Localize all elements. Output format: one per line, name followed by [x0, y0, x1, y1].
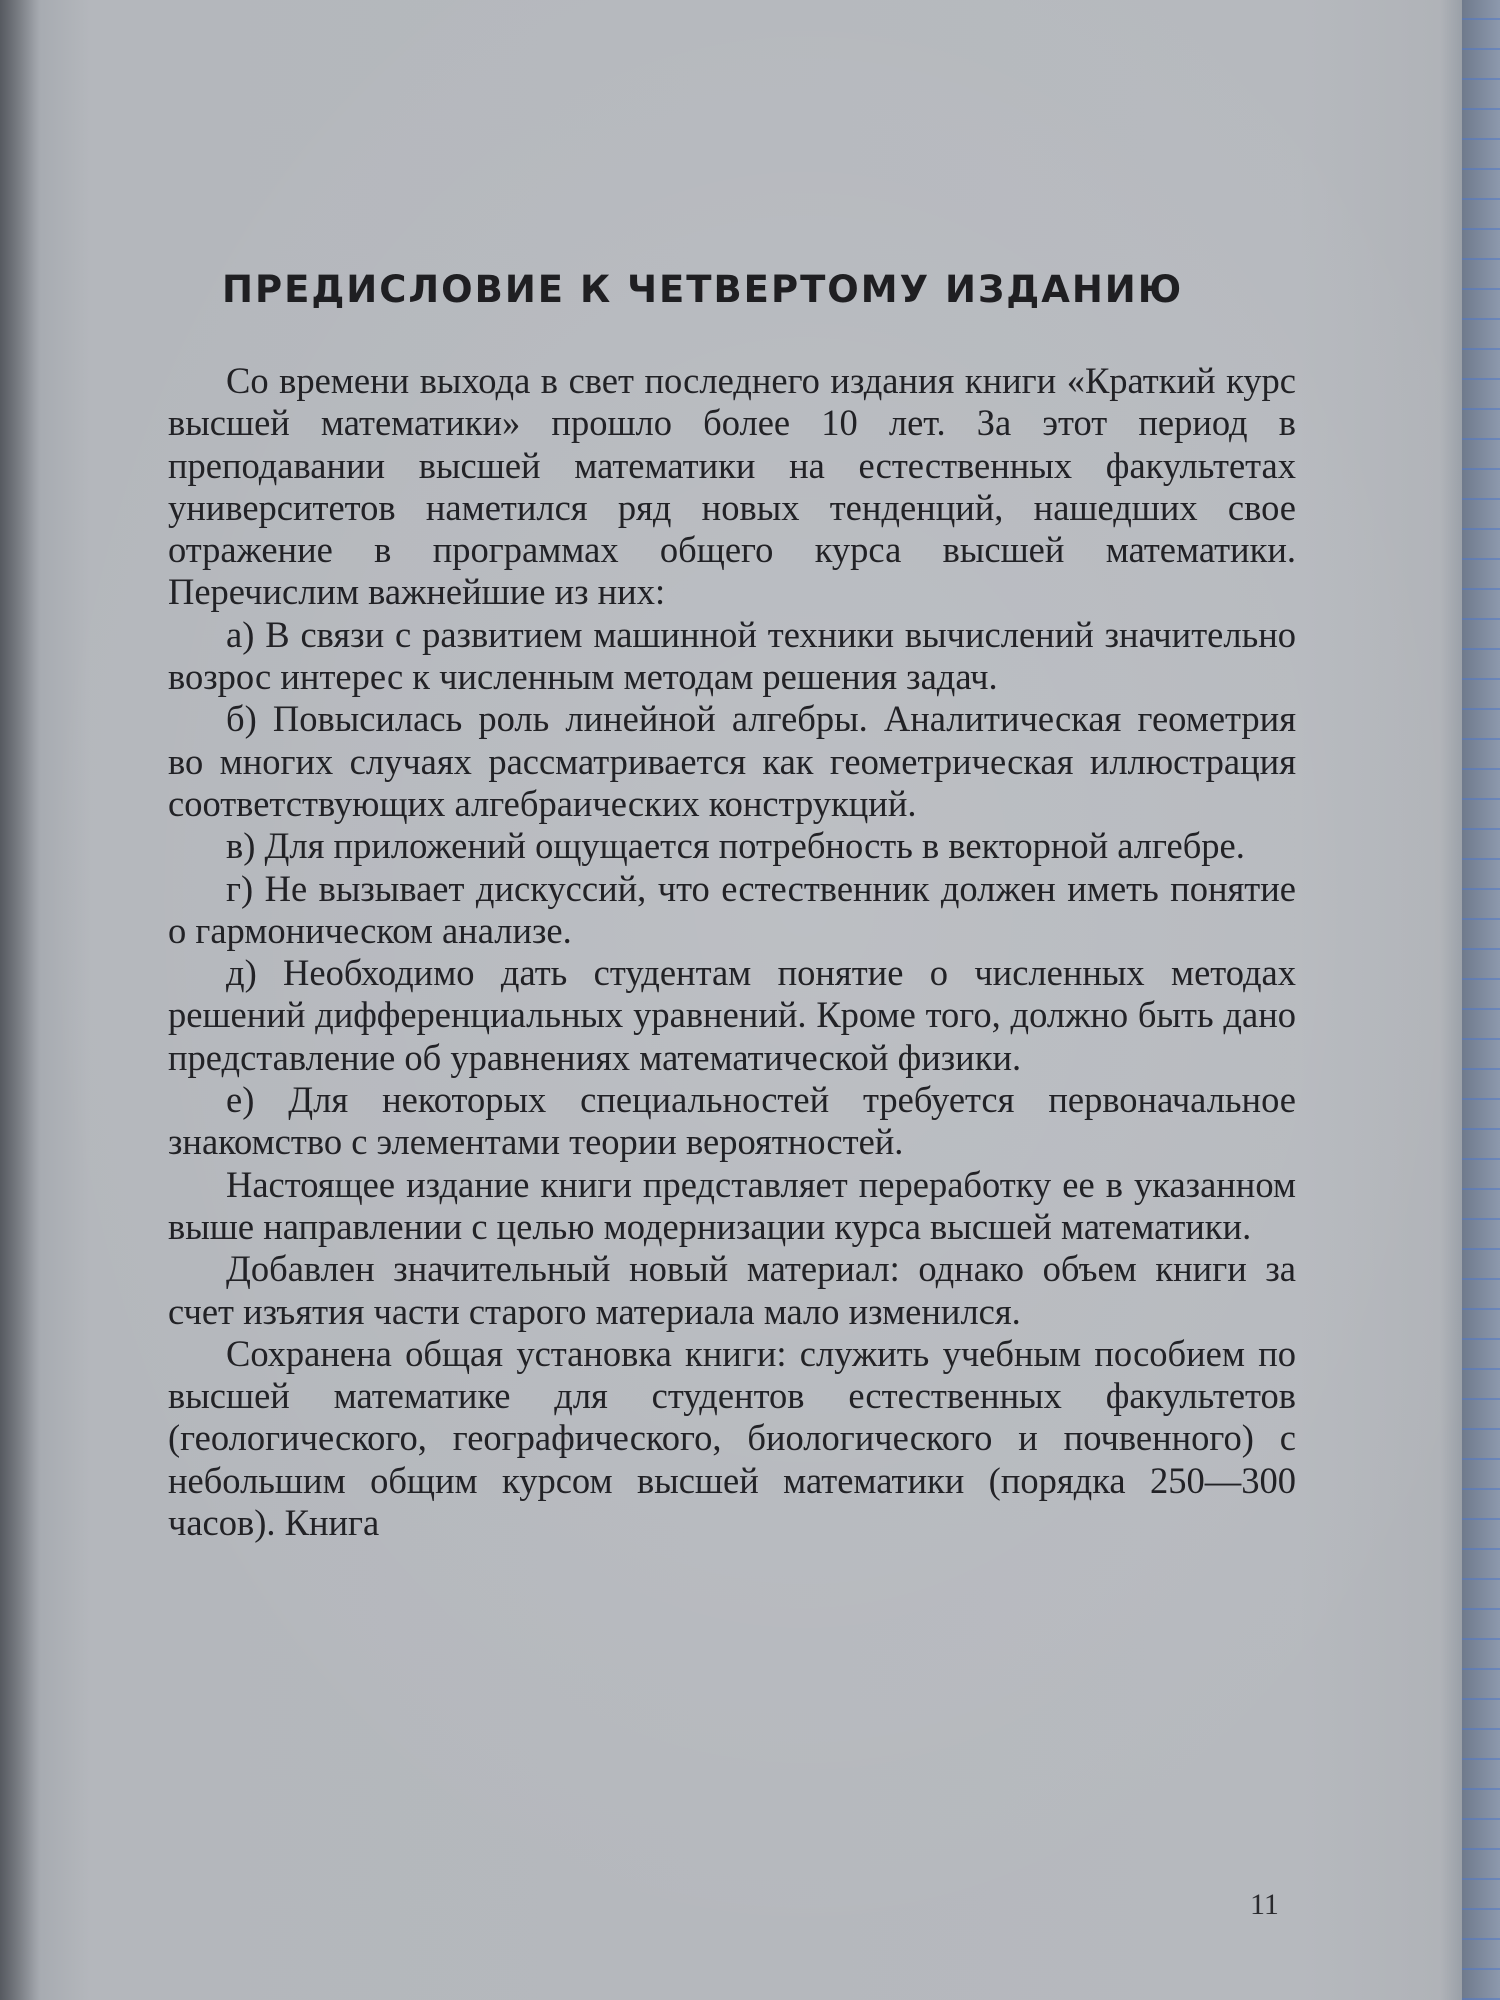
- paragraph-item-e: е) Для некоторых специальностей требуется первоначальное знакомство с элементами теории вероятностей.: [168, 1079, 1296, 1163]
- paragraph-item-v: в) Для приложений ощущается потребность в векторной алгебре.: [226, 825, 1245, 867]
- paragraph-intro: Со времени выхода в свет последнего издания книги «Краткий курс высшей математики» прошло более 10 лет. За этот период в преподавании высшей математики на естественных факультетах университетов наметился ряд новых тенденций, нашедших свое отражение в программах общего курса высшей математики. Перечислим важнейшие из них:: [168, 360, 1296, 613]
- paragraph-item-g: г) Не вызывает дискуссий, что естественник должен иметь понятие о гармоническом анализе.: [168, 867, 1296, 951]
- paragraph-item-a: а) В связи с развитием машинной техники вычислений значительно возрос интерес к численным методам решения задач.: [168, 613, 1296, 698]
- paragraph-item-d: д) Необходимо дать студентам понятие о численных методах решений дифференциальных уравнений. Кроме того, должно быть дано представление об уравнениях математической физики.: [168, 952, 1296, 1078]
- paragraph-revision: Настоящее издание книги представляет переработку ее в указанном выше направлении с целью модернизации курса высшей математики.: [168, 1163, 1296, 1247]
- binding-shadow: [0, 0, 40, 2000]
- adjacent-grid-page-edge: [1462, 0, 1500, 2000]
- paragraph-new-material: Добавлен значительный новый материал: однако объем книги за счет изъятия части старого материала мало изменился.: [168, 1248, 1296, 1332]
- paragraph-item-b: б) Повысилась роль линейной алгебры. Аналитическая геометрия во многих случаях рассматривается как геометрическая иллюстрация соответствующих алгебраических конструкций.: [168, 698, 1296, 824]
- page-heading: ПРЕДИСЛОВИЕ К ЧЕТВЕРТОМУ ИЗДАНИЮ: [222, 268, 1184, 311]
- page-number: 11: [1250, 1888, 1279, 1921]
- body-text: [168, 360, 1296, 1544]
- paragraph-purpose: Сохранена общая установка книги: служить учебным пособием по высшей математике для студентов естественных факультетов (геологического, географического, биологического и почвенного) с небольшим общим курсом высшей математики (порядка 250—300 часов). Книга: [168, 1332, 1296, 1544]
